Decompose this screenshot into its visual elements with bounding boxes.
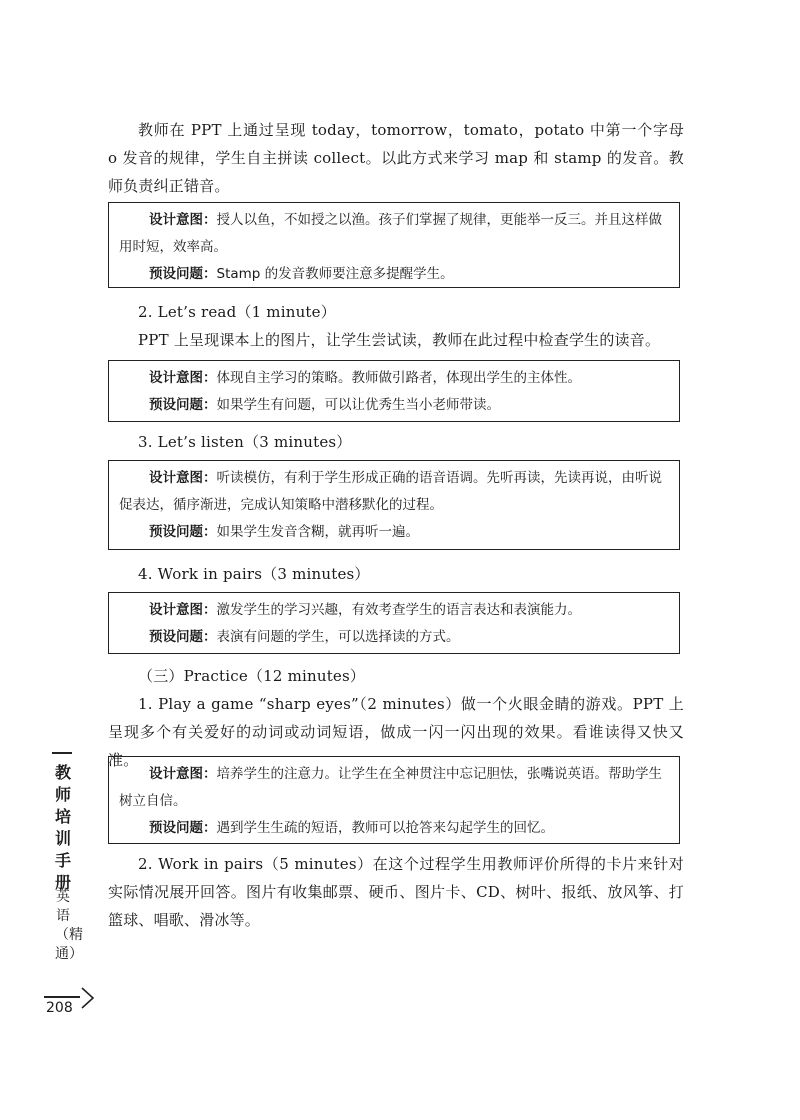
design-text: 激发学生的学习兴趣，有效考查学生的语言表达和表演能力。 [216, 602, 581, 618]
design-intent [119, 465, 669, 519]
step-2-text: PPT 上呈现课本上的图片，让学生尝试读，教师在此过程中检查学生的读音。 [138, 331, 661, 349]
practice-item-2: 2. Work in pairs（5 minutes）在这个过程学生用教师评价所得的卡片来针对实际情况展开回答。图片有收集邮票、硬币、图片卡、CD、树叶、报纸、放风筝、打篮球、唱歌、滑冰等。 [108, 855, 684, 929]
sidebar-subtitle: 英语（精通） [55, 889, 83, 962]
design-label: 设计意图： [149, 212, 217, 228]
preset-problem [119, 624, 669, 651]
problem-label: 预设问题： [149, 629, 217, 645]
preset-problem [119, 261, 669, 288]
preset-problem [119, 815, 669, 842]
chevron-right-icon [80, 986, 96, 1010]
design-label: 设计意图： [149, 470, 217, 486]
practice-item-1: 1. Play a game “sharp eyes”（2 minutes）做一个火眼金睛的游戏。PPT 上呈现多个有关爱好的动词或动词短语，做成一闪一闪出现的效果。看谁读得又快又准。 [108, 695, 684, 769]
design-box-3 [108, 460, 680, 550]
problem-label: 预设问题： [149, 820, 217, 836]
step-4-heading: 4. Work in pairs（3 minutes） [138, 565, 370, 583]
design-text: 培养学生的注意力。让学生在全神贯注中忘记胆怯，张嘴说英语。帮助学生树立自信。 [119, 766, 662, 809]
design-intent [119, 207, 669, 261]
problem-text: 表演有问题的学生，可以选择读的方式。 [216, 629, 460, 645]
step-2-heading: 2. Let’s read（1 minute） [138, 303, 336, 321]
sidebar-bottom-rule [44, 996, 80, 998]
practice-heading: （三）Practice（12 minutes） [138, 667, 366, 685]
design-intent [119, 365, 669, 392]
problem-text: 遇到学生生疏的短语，教师可以抢答来勾起学生的回忆。 [216, 820, 554, 836]
problem-text: 如果学生有问题，可以让优秀生当小老师带读。 [216, 397, 500, 413]
problem-text: Stamp 的发音教师要注意多提醒学生。 [216, 266, 454, 282]
design-intent [119, 597, 669, 624]
page-number: 208 [46, 1000, 73, 1016]
design-text: 体现自主学习的策略。教师做引路者，体现出学生的主体性。 [216, 370, 581, 386]
design-box-1 [108, 202, 680, 288]
design-label: 设计意图： [149, 766, 217, 782]
step-3-heading: 3. Let’s listen（3 minutes） [138, 433, 352, 451]
design-label: 设计意图： [149, 370, 217, 386]
sidebar-top-rule [52, 752, 72, 754]
sidebar-title: 教师培训手册 [54, 763, 71, 892]
design-intent [119, 761, 669, 815]
preset-problem [119, 392, 669, 419]
design-box-2 [108, 360, 680, 422]
problem-label: 预设问题： [149, 397, 217, 413]
intro-paragraph: 教师在 PPT 上通过呈现 today，tomorrow，tomato，potato 中第一个字母 o 发音的规律，学生自主拼读 collect。以此方式来学习 map 和 stamp 的发音。教师负责纠正错音。 [108, 121, 684, 195]
problem-label: 预设问题： [149, 524, 217, 540]
problem-text: 如果学生发音含糊，就再听一遍。 [216, 524, 419, 540]
design-box-5 [108, 756, 680, 844]
design-label: 设计意图： [149, 602, 217, 618]
problem-label: 预设问题： [149, 266, 217, 282]
design-text: 授人以鱼，不如授之以渔。孩子们掌握了规律，更能举一反三。并且这样做用时短，效率高。 [119, 212, 662, 255]
design-text: 听读模仿，有利于学生形成正确的语音语调。先听再读，先读再说，由听说促表达，循序渐进，完成认知策略中潜移默化的过程。 [119, 470, 662, 513]
preset-problem [119, 519, 669, 546]
design-box-4 [108, 592, 680, 654]
